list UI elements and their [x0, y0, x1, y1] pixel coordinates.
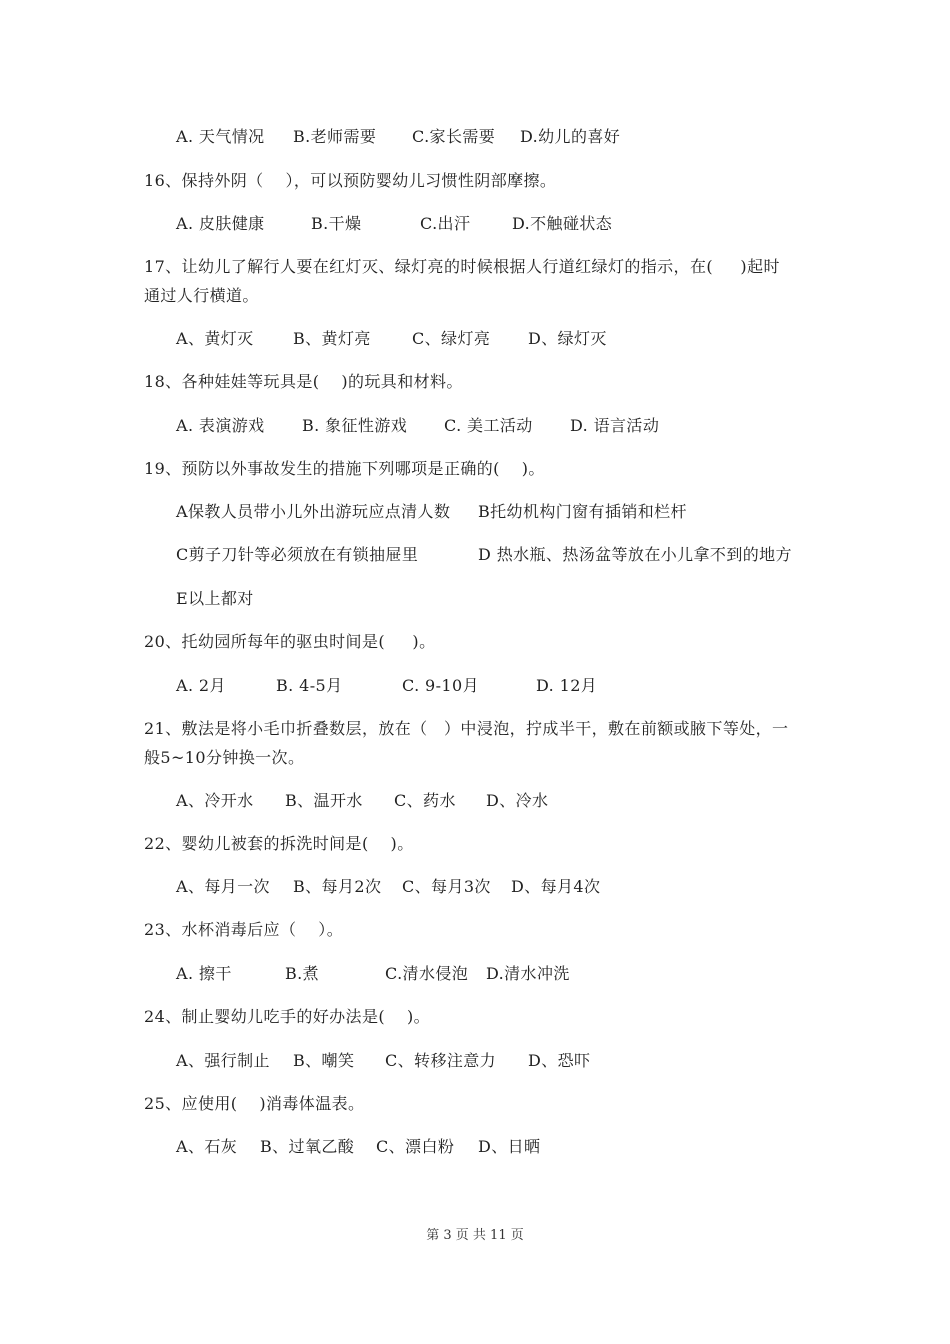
q24-option-b: B、嘲笑	[293, 1051, 355, 1070]
q19-option-c: C剪子刀针等必须放在有锁抽屉里	[176, 545, 419, 564]
q21-option-c: C、药水	[394, 791, 456, 810]
q17-stem-line-2: 通过人行横道。	[144, 286, 259, 305]
q17-option-c: C、绿灯亮	[412, 329, 491, 348]
q18-option-c: C. 美工活动	[444, 416, 533, 435]
q15-option-b: B.老师需要	[293, 127, 377, 146]
q18-option-a: A. 表演游戏	[176, 416, 265, 435]
q18-stem: 18、各种娃娃等玩具是( )的玩具和材料。	[144, 372, 463, 391]
q22-option-c: C、每月3次	[402, 877, 491, 896]
q19-stem: 19、预防以外事故发生的措施下列哪项是正确的( )。	[144, 459, 545, 478]
q25-stem: 25、应使用( )消毒体温表。	[144, 1094, 365, 1113]
q19-option-b: B托幼机构门窗有插销和栏杆	[478, 502, 687, 521]
q21-option-b: B、温开水	[285, 791, 363, 810]
q23-option-c: C.清水侵泡	[385, 964, 469, 983]
q19-option-e: E以上都对	[176, 589, 254, 608]
q25-option-b: B、过氧乙酸	[260, 1137, 355, 1156]
q15-option-a: A. 天气情况	[176, 127, 265, 146]
q21-stem-line-2: 般5~10分钟换一次。	[144, 748, 305, 767]
q19-option-a: A保教人员带小儿外出游玩应点清人数	[176, 502, 451, 521]
q16-stem: 16、保持外阴（ ），可以预防婴幼儿习惯性阴部摩擦。	[144, 171, 557, 190]
page-number-footer: 第 3 页 共 11 页	[426, 1228, 524, 1243]
q16-option-a: A. 皮肤健康	[176, 214, 265, 233]
q24-stem: 24、制止婴幼儿吃手的好办法是( )。	[144, 1007, 430, 1026]
q22-stem: 22、婴幼儿被套的拆洗时间是( )。	[144, 834, 414, 853]
q21-option-d: D、冷水	[486, 791, 549, 810]
q22-option-d: D、每月4次	[511, 877, 601, 896]
q24-option-d: D、恐吓	[528, 1051, 591, 1070]
q25-option-d: D、日晒	[478, 1137, 541, 1156]
q24-option-c: C、转移注意力	[385, 1051, 497, 1070]
q21-stem-line-1: 21、敷法是将小毛巾折叠数层，放在（ ）中浸泡，拧成半干，敷在前额或腋下等处，一	[144, 719, 789, 738]
q15-option-d: D.幼儿的喜好	[520, 127, 621, 146]
q18-option-b: B. 象征性游戏	[302, 416, 408, 435]
q22-option-b: B、每月2次	[293, 877, 382, 896]
q16-option-d: D.不触碰状态	[512, 214, 613, 233]
q20-option-a: A. 2月	[176, 676, 226, 695]
q20-option-b: B. 4-5月	[276, 676, 343, 695]
q25-option-a: A、石灰	[176, 1137, 238, 1156]
q20-option-d: D. 12月	[536, 676, 598, 695]
q19-option-d: D 热水瓶、热汤盆等放在小儿拿不到的地方	[478, 545, 792, 564]
q20-stem: 20、托幼园所每年的驱虫时间是( )。	[144, 632, 436, 651]
q23-option-d: D.清水冲洗	[486, 964, 570, 983]
q17-option-b: B、黄灯亮	[293, 329, 371, 348]
q15-option-c: C.家长需要	[412, 127, 496, 146]
q24-option-a: A、强行制止	[176, 1051, 270, 1070]
q18-option-d: D. 语言活动	[570, 416, 660, 435]
q17-option-a: A、黄灯灭	[176, 329, 254, 348]
q22-option-a: A、每月一次	[176, 877, 270, 896]
q23-option-b: B.煮	[285, 964, 320, 983]
q16-option-c: C.出汗	[420, 214, 471, 233]
q21-option-a: A、冷开水	[176, 791, 254, 810]
q17-option-d: D、绿灯灭	[528, 329, 607, 348]
q23-option-a: A. 擦干	[176, 964, 232, 983]
q20-option-c: C. 9-10月	[402, 676, 479, 695]
q25-option-c: C、漂白粉	[376, 1137, 455, 1156]
q16-option-b: B.干燥	[311, 214, 362, 233]
q23-stem: 23、水杯消毒后应（ ）。	[144, 920, 344, 939]
q17-stem-line-1: 17、让幼儿了解行人要在红灯灭、绿灯亮的时候根据人行道红绿灯的指示，在( )起时	[144, 257, 780, 276]
